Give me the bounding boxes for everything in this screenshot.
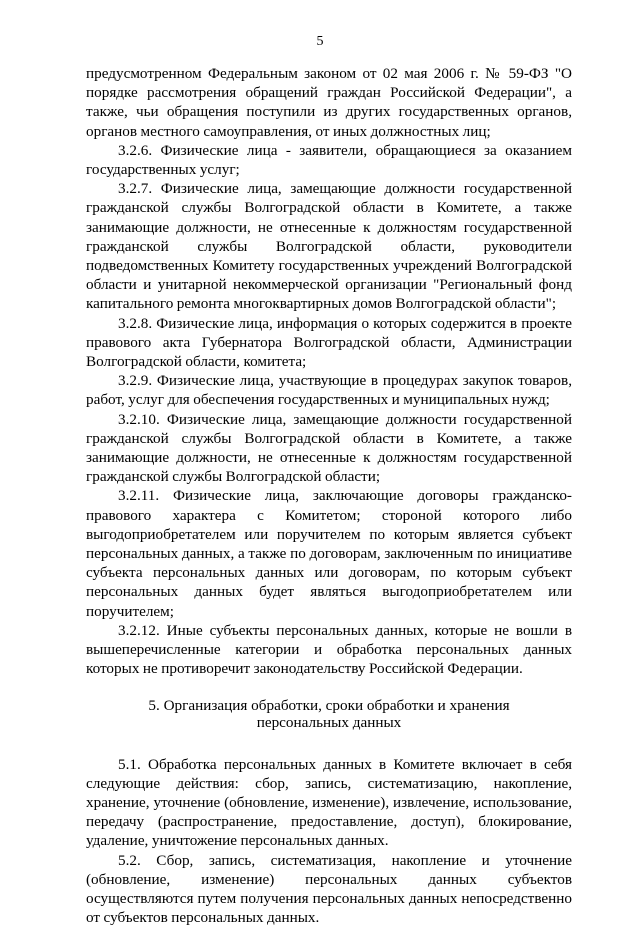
paragraph-5-1: 5.1. Обработка персональных данных в Комитете включает в себя следующие действия: сбор, запись, систематизацию, накопление, хранение, уточнение (обновление, изменение), извлечение, использование, передачу (распространение, предоставление, доступ), блокирование, удаление, уничтожение персональных данных. (86, 755, 572, 850)
section-heading-line-1: 5. Организация обработки, сроки обработки и хранения (148, 696, 510, 714)
document-body (86, 64, 572, 927)
paragraph-5-2: 5.2. Сбор, запись, систематизация, накопление и уточнение (обновление, изменение) персональных данных субъектов осуществляются путем получения персональных данных непосредственно от субъектов персональных данных. (86, 851, 572, 927)
page-number: 5 (316, 34, 324, 49)
paragraph-3-2-12: 3.2.12. Иные субъекты персональных данных, которые не вошли в вышеперечисленные категории и обработка персональных данных которых не противоречит законодательству Российской Федерации. (86, 621, 572, 678)
section-heading (86, 697, 572, 731)
paragraph-3-2-10: 3.2.10. Физические лица, замещающие должности государственной гражданской службы Волгоградской области в Комитете, а также занимающие должности, не отнесенные к должностям государственной гражданской службы Волгоградской области; (86, 410, 572, 486)
paragraph-3-2-6: 3.2.6. Физические лица - заявители, обращающиеся за оказанием государственных услуг; (86, 141, 572, 179)
section-heading-line-2: персональных данных (256, 713, 402, 731)
paragraph-3-2-8: 3.2.8. Физические лица, информация о которых содержится в проекте правового акта Губернатора Волгоградской области, Администрации Волгоградской области, комитета; (86, 314, 572, 371)
paragraph-3-2-9: 3.2.9. Физические лица, участвующие в процедурах закупок товаров, работ, услуг для обеспечения государственных и муниципальных нужд; (86, 372, 572, 409)
paragraph-3-2-7: 3.2.7. Физические лица, замещающие должности государственной гражданской службы Волгоградской области в Комитете, а также занимающие должности, не отнесенные к должностям государственной гражданской службы Волгоградской области, руководители подведомственных Комитету государственных учреждений Волгоградской области и унитарной некоммерческой организации "Региональный фонд капитального ремонта многоквартирных домов Волгоградской области"; (86, 180, 572, 313)
paragraph-continued: предусмотренном Федеральным законом от 02 мая 2006 г. № 59-ФЗ "О порядке рассмотрения обращений граждан Российской Федерации", а также, чьи обращения поступили из других государственных органов, органов местного самоуправления, от иных должностных лиц; (86, 65, 572, 140)
paragraph-3-2-11: 3.2.11. Физические лица, заключающие договоры гражданско-правового характера с Комитетом; стороной которого либо выгодоприобретателем или поручителем по которым является субъект персональных данных, а также по договорам, заключенным по инициативе субъекта персональных данных или договорам, по которым субъект персональных данных будет являться выгодоприобретателем или поручителем; (86, 487, 572, 620)
